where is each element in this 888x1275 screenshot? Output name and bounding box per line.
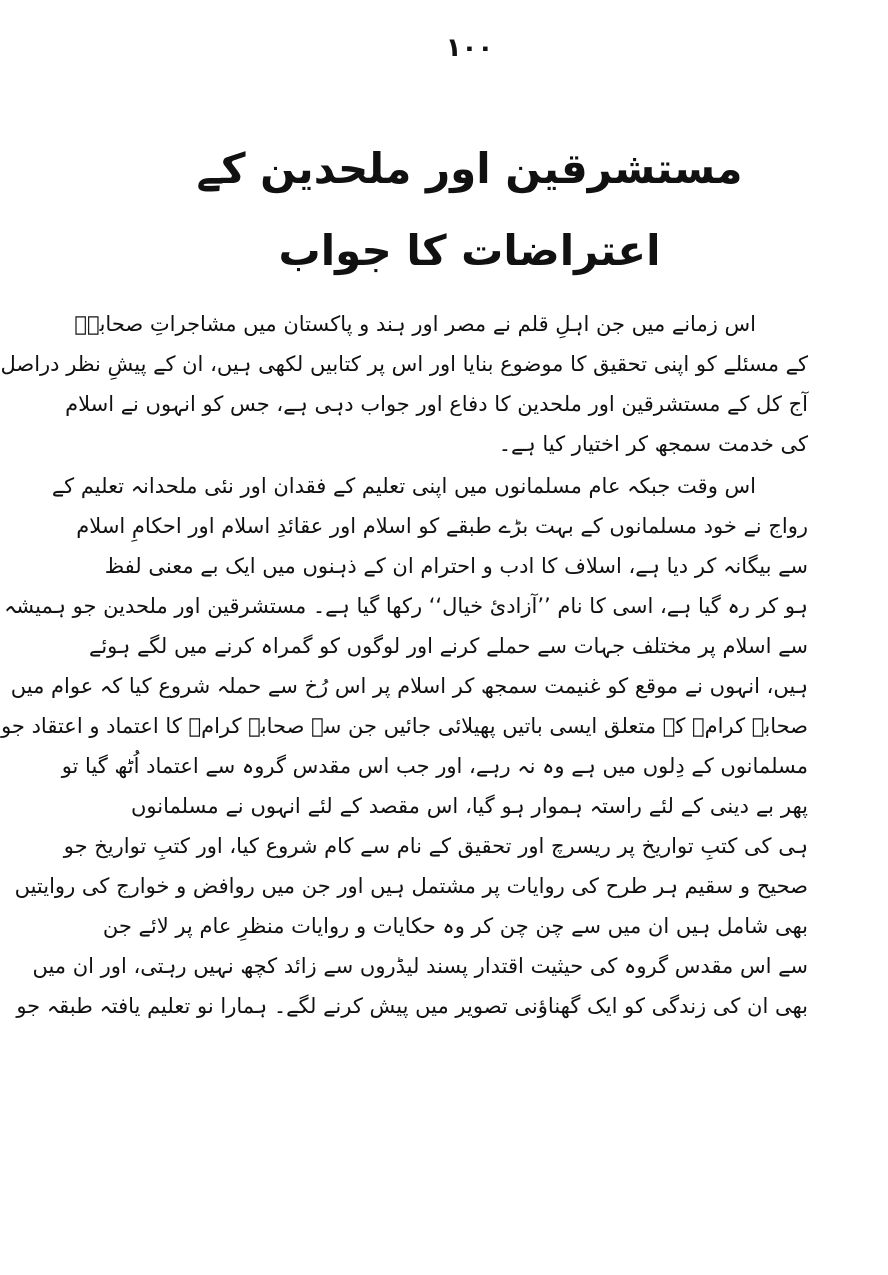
text-line: رواج نے خود مسلمانوں کے بہت بڑے طبقے کو اسلام اور عقائدِ اسلام اور احکامِ اسلام (76, 514, 808, 538)
page-number: ١٠٠ (445, 33, 494, 63)
text-line: سے اس مقدس گروہ کی حیثیت اقتدار پسند لیڈروں سے زائد کچھ نہیں رہتی، اور ان میں (32, 954, 808, 978)
text-line: ہیں، انہوں نے موقع کو غنیمت سمجھ کر اسلام پر اس رُخ سے حملہ شروع کیا کہ عوام میں (10, 674, 808, 698)
chapter-title-line-2: اعتراضات کا جواب (278, 226, 661, 275)
chapter-title-line-1: مستشرقین اور ملحدین کے (196, 144, 743, 193)
text-line: بھی ان کی زندگی کو ایک گھناؤنی تصویر میں پیش کرنے لگے۔ ہمارا نو تعلیم یافتہ طبقہ جو (16, 994, 808, 1018)
paragraph-2 (1, 466, 808, 1026)
text-line: مسلمانوں کے دِلوں میں ہے وہ نہ رہے، اور جب اس مقدس گروہ سے اعتماد اُٹھ گیا تو (61, 754, 808, 778)
text-line: سے بیگانہ کر دیا ہے، اسلاف کا ادب و احترام ان کے ذہنوں میں ایک بے معنی لفظ (104, 554, 808, 578)
text-line: صحابہ کرامؓ کے متعلق ایسی باتیں پھیلائی جائیں جن سے صحابہ کرامؓ کا اعتماد و اعتقاد جو (1, 714, 808, 738)
text-line: کی خدمت سمجھ کر اختیار کیا ہے۔ (498, 432, 808, 456)
text-line: اس زمانے میں جن اہلِ قلم نے مصر اور ہند و پاکستان میں مشاجراتِ صحابہؓ (74, 312, 756, 336)
text-line: ہو کر رہ گیا ہے، اسی کا نام ’’آزادیٔ خیال‘‘ رکھا گیا ہے۔ مستشرقین اور ملحدین جو ہمیشہ (4, 594, 808, 618)
text-line: پھر بے دینی کے لئے راستہ ہموار ہو گیا، اس مقصد کے لئے انہوں نے مسلمانوں (131, 794, 808, 818)
text-line: ہی کی کتبِ تواریخ پر ریسرچ اور تحقیق کے نام سے کام شروع کیا، اور کتبِ تواریخ جو (63, 834, 808, 858)
paragraph-1 (0, 304, 808, 464)
text-line: اس وقت جبکہ عام مسلمانوں میں اپنی تعلیم کے فقدان اور نئی ملحدانہ تعلیم کے (51, 474, 756, 498)
text-line: کے مسئلے کو اپنی تحقیق کا موضوع بنایا اور اس پر کتابیں لکھی ہیں، ان کے پیشِ نظر دراصل (0, 352, 808, 376)
text-line: آج کل کے مستشرقین اور ملحدین کا دفاع اور جواب دہی ہے، جس کو انہوں نے اسلام (65, 392, 808, 416)
text-line: صحیح و سقیم ہر طرح کی روایات پر مشتمل ہیں اور جن میں روافض و خوارج کی روایتیں (14, 874, 808, 898)
body-text (0, 304, 808, 1026)
text-line: سے اسلام پر مختلف جہات سے حملے کرنے اور لوگوں کو گمراہ کرنے میں لگے ہوئے (89, 634, 808, 658)
text-line: بھی شامل ہیں ان میں سے چن چن کر وہ حکایات و روایات منظرِ عام پر لائے جن (102, 914, 808, 938)
